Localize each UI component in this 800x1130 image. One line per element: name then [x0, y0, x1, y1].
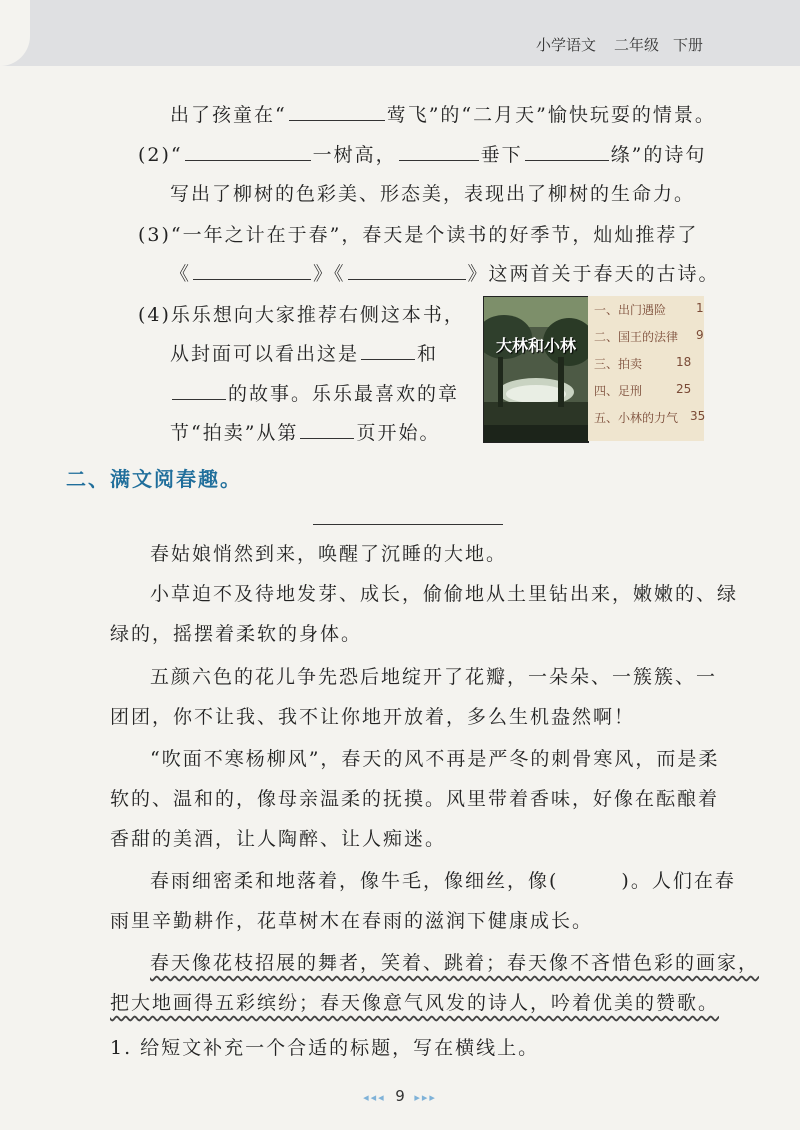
q4-line2	[170, 341, 438, 367]
question-1: 1. 给短文补充一个合适的标题，写在横线上。	[110, 1037, 540, 1059]
toc-page: 1	[696, 301, 704, 315]
text: 莺飞”的“二月天”愉快玩耍的情景。	[386, 104, 716, 126]
text: 《	[170, 263, 192, 285]
toc-item	[594, 355, 692, 372]
answer-blank[interactable]	[193, 261, 311, 280]
next-arrows-icon: ▸▸▸	[414, 1091, 437, 1104]
text: 和	[417, 343, 439, 365]
text: 垂下	[480, 144, 523, 166]
answer-blank[interactable]	[185, 142, 311, 161]
paragraph-4-line3: 香甜的美酒，让人陶醉、让人痴迷。	[110, 828, 447, 850]
text: 》《	[313, 263, 346, 285]
toc-page: 25	[676, 382, 692, 396]
answer-blank[interactable]	[361, 341, 415, 360]
paragraph-2-line1: 小草迫不及待地发芽、成长，偷偷地从土里钻出来，嫩嫩的、绿	[150, 583, 739, 605]
header-volume: 下册	[673, 36, 704, 54]
paragraph-1: 春姑娘悄然到来，唤醒了沉睡的大地。	[150, 543, 508, 565]
text: 节“拍卖”从第	[170, 422, 299, 444]
header-band	[0, 0, 800, 66]
answer-blank[interactable]	[348, 261, 466, 280]
text: 》这两首关于春天的古诗。	[467, 263, 720, 285]
toc-page: 18	[676, 355, 692, 369]
q2-line1	[138, 142, 706, 168]
title-answer-line[interactable]	[313, 524, 503, 525]
text: 出了孩童在“	[170, 104, 287, 126]
paragraph-4-line2: 软的、温和的，像母亲温柔的抚摸。风里带着香味，好像在酝酿着	[110, 788, 720, 810]
toc-page: 35	[690, 409, 706, 423]
text: 页开始。	[356, 422, 441, 444]
paragraph-5-line2: 雨里辛勤耕作，花草树木在春雨的滋润下健康成长。	[110, 910, 594, 932]
answer-blank[interactable]	[525, 142, 609, 161]
text: 从封面可以看出这是	[170, 343, 360, 365]
toc-item	[594, 409, 706, 426]
q1-continuation-line	[170, 102, 716, 128]
section-title: 二、满文阅春趣。	[66, 467, 242, 491]
toc-item	[594, 382, 692, 399]
answer-blank[interactable]	[399, 142, 479, 161]
paragraph-5-line1: 春雨细密柔和地落着，像牛毛，像细丝，像( )。人们在春	[150, 870, 736, 892]
text: 的故事。乐乐最喜欢的章	[228, 383, 460, 405]
book-cover-illustration	[484, 297, 588, 442]
answer-blank[interactable]	[172, 381, 226, 400]
toc-item	[594, 328, 704, 345]
header-grade: 二年级	[614, 36, 660, 54]
paragraph-6-line1: 春天像花枝招展的舞者，笑着、跳着；春天像不吝惜色彩的画家，	[150, 952, 760, 974]
header-subject: 小学语文	[536, 36, 597, 54]
text: (2)“	[138, 144, 183, 166]
toc-chapter: 五、小林的力气	[594, 411, 679, 425]
text: 绦”的诗句	[610, 144, 707, 166]
q4-line3	[170, 381, 459, 407]
paragraph-4-line1: “吹面不寒杨柳风”，春天的风不再是严冬的刺骨寒风，而是柔	[150, 748, 720, 770]
prev-arrows-icon: ◂◂◂	[363, 1091, 386, 1104]
toc-page: 9	[696, 328, 704, 342]
page-number: 9	[395, 1087, 405, 1105]
toc-chapter: 二、国王的法律	[594, 330, 679, 344]
q4-line1: (4)乐乐想向大家推荐右侧这本书，	[138, 304, 465, 326]
toc-chapter: 一、出门遇险	[594, 303, 667, 317]
book-table-of-contents	[588, 296, 704, 441]
paragraph-3-line1: 五颜六色的花儿争先恐后地绽开了花瓣，一朵朵、一簇簇、一	[150, 666, 718, 688]
paragraph-3-line2: 团团，你不让我、我不让你地开放着，多么生机盎然啊！	[110, 706, 636, 728]
toc-chapter: 三、拍卖	[594, 357, 643, 371]
q4-line4	[170, 420, 440, 446]
page-footer	[0, 1087, 800, 1105]
toc-item	[594, 301, 704, 318]
paragraph-2-line2: 绿的，摇摆着柔软的身体。	[110, 623, 363, 645]
q3-line1: (3)“一年之计在于春”，春天是个读书的好季节，灿灿推荐了	[138, 224, 699, 246]
text: 一树高，	[312, 144, 397, 166]
paragraph-6-line2: 把大地画得五彩缤纷；春天像意气风发的诗人，吟着优美的赞歌。	[110, 992, 720, 1014]
answer-blank[interactable]	[289, 102, 385, 121]
answer-blank[interactable]	[300, 420, 354, 439]
book-cover-image	[483, 296, 589, 443]
book-cover-title: 大林和小林	[495, 336, 576, 355]
q2-line2: 写出了柳树的色彩美、形态美，表现出了柳树的生命力。	[170, 183, 696, 205]
toc-chapter: 四、足刑	[594, 384, 643, 398]
q3-line2	[170, 261, 720, 287]
